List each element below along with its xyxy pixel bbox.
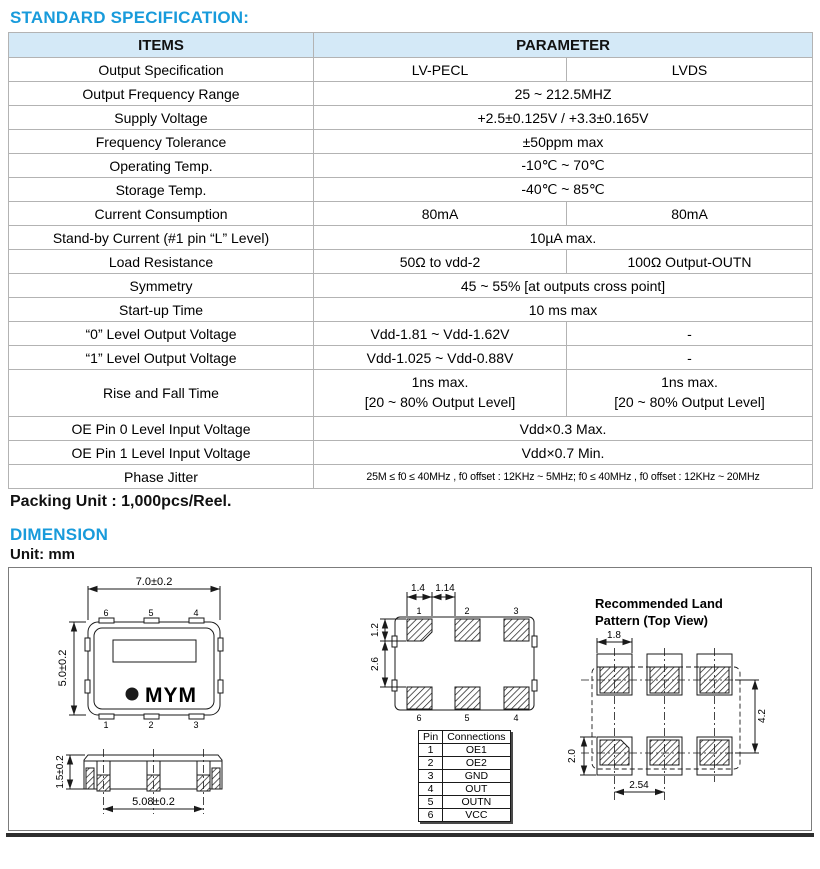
spec-row [9, 465, 813, 489]
spec-item-cell: OE Pin 1 Level Input Voltage [9, 441, 314, 465]
pin-connection-cell: OUTN [443, 796, 510, 809]
pin-connection-cell: GND [443, 770, 510, 783]
land-pattern-drawing [567, 596, 768, 800]
spec-row [9, 346, 813, 370]
dimension-drawing [8, 567, 812, 831]
spec-item-cell: Frequency Tolerance [9, 130, 314, 154]
pin-column-header: Pin [419, 731, 443, 744]
spec-param-cell: 25 ~ 212.5MHZ [314, 82, 813, 106]
dim-label-land-pad-width: 1.8 [607, 630, 621, 641]
spec-row [9, 154, 813, 178]
spec-item-cell: Current Consumption [9, 202, 314, 226]
package-side-view-drawing [55, 749, 222, 814]
pin-table-row [419, 783, 511, 796]
spec-item-cell: Output Specification [9, 58, 314, 82]
spec-row [9, 370, 813, 417]
dimension-heading: DIMENSION [10, 525, 109, 544]
pin-number-cell: 2 [419, 757, 443, 770]
spec-row [9, 250, 813, 274]
spec-param-cell: -10℃ ~ 70℃ [314, 154, 813, 178]
pin-number-label: 4 [193, 608, 199, 618]
pin-connection-cell: OUT [443, 783, 510, 796]
pin-number-label: 5 [464, 713, 470, 723]
spec-row [9, 322, 813, 346]
spec-parameter-header: PARAMETER [314, 33, 813, 58]
pin-number-label: 4 [513, 713, 519, 723]
pin-connection-cell: VCC [443, 809, 510, 822]
spec-items-header: ITEMS [9, 33, 314, 58]
pin-number-label: 1 [103, 720, 109, 730]
spec-lvds-cell: LVDS [567, 58, 813, 82]
pin-number-label: 2 [148, 720, 154, 730]
spec-item-cell: Stand-by Current (#1 pin “L” Level) [9, 226, 314, 250]
dim-label-land-col-pitch: 2.54 [629, 780, 649, 791]
spec-param-cell: +2.5±0.125V / +3.3±0.165V [314, 106, 813, 130]
spec-row [9, 298, 813, 322]
pin-connection-cell: OE2 [443, 757, 510, 770]
spec-param-cell: 10 ms max [314, 298, 813, 322]
spec-pecl-cell: 50Ω to vdd-2 [314, 250, 567, 274]
spec-item-cell: Load Resistance [9, 250, 314, 274]
datasheet-page [0, 8, 820, 869]
spec-param-cell: 10µA max. [314, 226, 813, 250]
package-bottom-view-drawing [370, 583, 537, 723]
spec-item-cell: Operating Temp. [9, 154, 314, 178]
spec-pecl-cell: 80mA [314, 202, 567, 226]
page-bottom-rule [6, 833, 814, 837]
dim-label-land-row-pitch: 4.2 [757, 709, 768, 723]
spec-row [9, 82, 813, 106]
dim-label-top-width: 7.0±0.2 [135, 576, 173, 588]
param-line: 1ns max. [411, 374, 469, 391]
pin-number-cell: 4 [419, 783, 443, 796]
marking-text: MYM [145, 684, 197, 707]
dim-label-side-height: 1.5±0.2 [55, 755, 66, 789]
spec-lvds-cell [567, 370, 813, 417]
spec-row [9, 441, 813, 465]
param-line: 1ns max. [661, 374, 718, 391]
spec-pecl-cell: Vdd-1.025 ~ Vdd-0.88V [314, 346, 567, 370]
dim-label-pad-height: 1.2 [370, 623, 381, 637]
pin-table-row [419, 744, 511, 757]
spec-lvds-cell: 100Ω Output-OUTN [567, 250, 813, 274]
marking-dot [126, 688, 139, 701]
dim-label-pad-gap: 1.14 [435, 583, 455, 594]
spec-param-cell: -40℃ ~ 85℃ [314, 178, 813, 202]
spec-lvds-cell: - [567, 346, 813, 370]
spec-param-cell: 25M ≤ f0 ≤ 40MHz , f0 offset : 12KHz ~ 5MHz; f0 ≤ 40MHz , f0 offset : 12KHz ~ 20MHz [314, 465, 813, 489]
spec-item-cell: “1” Level Output Voltage [9, 346, 314, 370]
spec-row [9, 202, 813, 226]
spec-param-cell: Vdd×0.3 Max. [314, 417, 813, 441]
spec-lvds-cell: - [567, 322, 813, 346]
dim-label-row-gap: 2.6 [370, 657, 381, 671]
spec-item-cell: Phase Jitter [9, 465, 314, 489]
dim-label-pad-width: 1.4 [411, 583, 425, 594]
spec-param-cell: ±50ppm max [314, 130, 813, 154]
pin-connections-table [418, 730, 511, 822]
spec-row [9, 274, 813, 298]
spec-param-cell: 45 ~ 55% [at outputs cross point] [314, 274, 813, 298]
spec-row [9, 178, 813, 202]
spec-row [9, 226, 813, 250]
pin-table-header-row [419, 731, 511, 744]
spec-item-cell: OE Pin 0 Level Input Voltage [9, 417, 314, 441]
spec-item-cell: Storage Temp. [9, 178, 314, 202]
spec-item-cell: Supply Voltage [9, 106, 314, 130]
connections-column-header: Connections [443, 731, 510, 744]
dim-label-side-span: 5.08±0.2 [132, 796, 175, 808]
spec-pecl-cell [314, 370, 567, 417]
spec-item-cell: Symmetry [9, 274, 314, 298]
spec-row [9, 130, 813, 154]
dim-label-land-pad-height: 2.0 [567, 749, 578, 763]
dim-label-top-height: 5.0±0.2 [57, 649, 69, 687]
pin-number-cell: 6 [419, 809, 443, 822]
spec-lvds-cell: 80mA [567, 202, 813, 226]
pin-table-row [419, 770, 511, 783]
packing-unit-note: Packing Unit : 1,000pcs/Reel. [10, 493, 232, 510]
pin-table-row [419, 809, 511, 822]
pin-number-cell: 3 [419, 770, 443, 783]
spec-pecl-cell: LV-PECL [314, 58, 567, 82]
spec-pecl-cell: Vdd-1.81 ~ Vdd-1.62V [314, 322, 567, 346]
spec-item-cell: “0” Level Output Voltage [9, 322, 314, 346]
pin-number-label: 5 [148, 608, 154, 618]
pin-number-label: 3 [193, 720, 199, 730]
pin-number-cell: 1 [419, 744, 443, 757]
spec-row [9, 58, 813, 82]
dimension-drawings-svg [9, 568, 811, 828]
spec-row [9, 106, 813, 130]
pin-table-row [419, 796, 511, 809]
spec-row [9, 417, 813, 441]
pin-number-label: 6 [103, 608, 109, 618]
spec-item-cell: Rise and Fall Time [9, 370, 314, 417]
land-pattern-title-line2: Pattern (Top View) [595, 613, 708, 628]
param-line: [20 ~ 80% Output Level] [614, 394, 765, 410]
pin-number-label: 1 [416, 606, 422, 616]
spec-table [8, 32, 813, 489]
pin-table-row [419, 757, 511, 770]
pin-number-cell: 5 [419, 796, 443, 809]
package-top-view-drawing [57, 576, 223, 730]
standard-specification-heading: STANDARD SPECIFICATION: [10, 8, 250, 27]
pin-connection-cell: OE1 [443, 744, 510, 757]
spec-header-row [9, 33, 813, 58]
pin-number-label: 2 [464, 606, 470, 616]
param-line: [20 ~ 80% Output Level] [364, 394, 516, 410]
land-pattern-title-line1: Recommended Land [595, 596, 723, 611]
spec-item-cell: Start-up Time [9, 298, 314, 322]
pin-number-label: 6 [416, 713, 422, 723]
pin-number-label: 3 [513, 606, 519, 616]
spec-item-cell: Output Frequency Range [9, 82, 314, 106]
unit-note: Unit: mm [10, 546, 75, 563]
spec-param-cell: Vdd×0.7 Min. [314, 441, 813, 465]
